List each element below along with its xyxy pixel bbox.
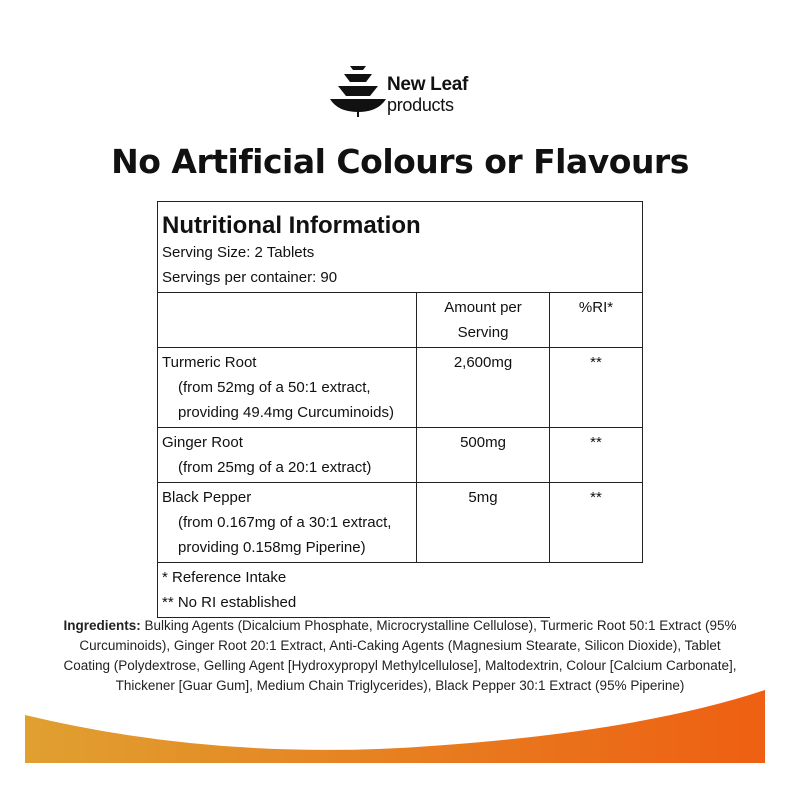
row-amount: 5mg: [417, 483, 550, 563]
footnote-no-ri: ** No RI established: [162, 594, 297, 611]
headline: No Artificial Colours or Flavours: [111, 142, 689, 181]
table-row: [158, 483, 643, 563]
table-row: [158, 348, 643, 428]
nutrition-table: [157, 201, 643, 618]
nutrition-title: Nutritional Information: [162, 212, 421, 239]
row-name: Black Pepper: [162, 489, 252, 506]
serving-size: Serving Size: 2 Tablets: [162, 244, 315, 261]
brand-name: New Leaf: [387, 74, 469, 95]
table-row: [158, 428, 643, 483]
col-ri-header: %RI*: [550, 293, 643, 348]
ingredients-label: Ingredients:: [63, 618, 141, 633]
row-ri: **: [550, 348, 643, 428]
ingredients-list: Bulking Agents (Dicalcium Phosphate, Microcrystalline Cellulose), Turmeric Root 50:1 Extract (95% Curcuminoids), Ginger Root 20:1 Extract, Anti-Caking Agents (Magnesium Stearate, Silicon Dioxide), Tablet Coating (Polydextrose, Gelling Agent [Hydroxypropyl Methylcellulose], Maltodextrin, Colour [Calcium Carbonate], Thickener [Guar Gum], Medium Chain Triglycerides), Black Pepper 30:1 Extract (95% Piperine): [63, 618, 737, 693]
row-detail: (from 52mg of a 50:1 extract,: [178, 379, 371, 396]
row-name: Turmeric Root: [162, 354, 257, 371]
ingredients-text: [60, 616, 740, 696]
row-amount: 500mg: [417, 428, 550, 483]
orange-wave-band: [25, 685, 765, 763]
row-ri: **: [550, 428, 643, 483]
footnote-ri: * Reference Intake: [162, 569, 287, 586]
row-detail: providing 49.4mg Curcuminoids): [178, 404, 394, 421]
row-amount: 2,600mg: [417, 348, 550, 428]
row-name: Ginger Root: [162, 434, 243, 451]
row-detail: providing 0.158mg Piperine): [178, 539, 366, 556]
row-detail: (from 25mg of a 20:1 extract): [178, 459, 372, 476]
col-amount-header: Amount per Serving: [417, 293, 550, 348]
row-detail: (from 0.167mg of a 30:1 extract,: [178, 514, 392, 531]
servings-per-container: Servings per container: 90: [162, 269, 338, 286]
row-ri: **: [550, 483, 643, 563]
brand-subtitle: products: [387, 95, 454, 115]
